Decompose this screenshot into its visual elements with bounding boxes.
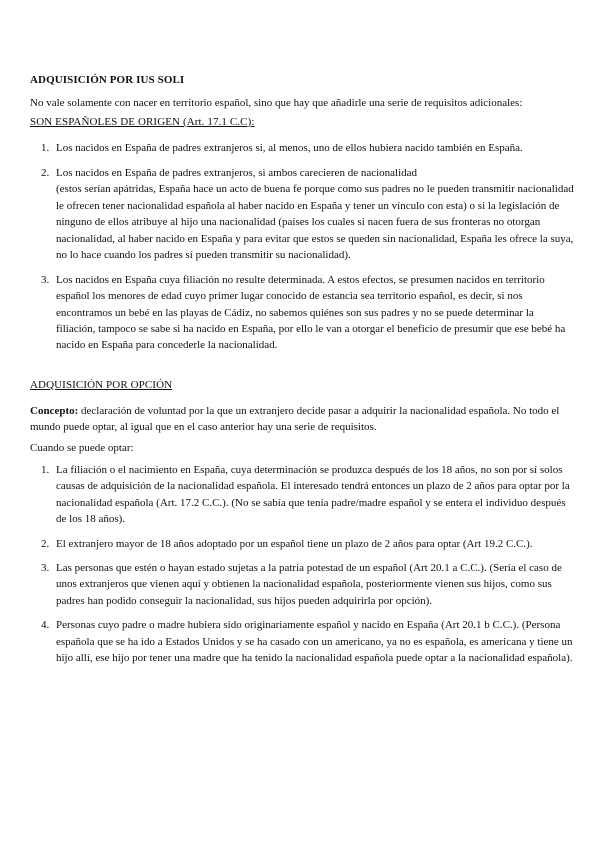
list-number: 2. — [41, 537, 50, 550]
origen-list — [30, 140, 575, 362]
page-title: ADQUISICIÓN POR IUS SOLI — [30, 74, 185, 86]
list-item — [30, 560, 575, 609]
list-item — [30, 165, 575, 263]
list-item — [30, 462, 575, 528]
list-item-text: Personas cuyo padre o madre hubiera sido originariamente español y nacido en España (Art 20.1 b C.C.). (Persona española que se ha ido a Estados Unidos y se ha casado con un americano, ya no es española, es americana y tiene un hijo allí, ese hijo por tener una madre que ha tenido la nacionalidad española puede optar a la nacionalidad española). — [56, 619, 573, 665]
list-item-text: Los nacidos en España cuya filiación no resulte determinada. A estos efectos, se presumen nacidos en territorio español los menores de edad cuyo primer lugar conocido de estancia sea territorio español, es decir, si nos encontramos un bebé en las playas de Cádiz, no sabemos quiénes son sus padres y no se puede determinar la filiación, tampoco se sabe si ha nacido en España, por ello le van a otorgar el beneficio de presumir que ese bebé ha nacido en España para concederle la nacionalidad. — [56, 273, 566, 352]
concept-text: declaración de voluntad por la que un extranjero decide pasar a adquirir la nacionalidad española. No todo el mundo puede optar, al igual que en el caso anterior hay una serie de requisitos. — [30, 405, 560, 434]
list-item-text: Los nacidos en España de padres extranjeros si, al menos, uno de ellos hubiera nacido también en España. — [56, 142, 523, 154]
list-number: 1. — [41, 464, 50, 476]
opcion-heading: ADQUISICIÓN POR OPCIÓN — [30, 379, 173, 391]
list-item — [30, 272, 575, 354]
intro-paragraph: No vale solamente con nacer en territorio español, sino que hay que añadirle una serie de requisitos adicionales: — [30, 97, 523, 109]
concept-label: Concepto: — [30, 405, 79, 417]
list-number: 2. — [41, 166, 50, 179]
list-item-detail: (estos serían apátridas, España hace un acto de buena fe porque como sus padres no le pueden transmitir nacionalidad le ofrecen tener nacionalidad española al haber nacido en España y tener un vínculo con esta) o si la legislación de ninguno de ellos atribuye al hijo una nacionalidad (países los cuales si nacen fuera de sus fronteras no otorgan nacionalidad, al haber nacido en España y para evitar que estos se queden sin nacionalidad, España les ofrece la suya, no lo hace cuando los padres sí pueden transmitir su nacionalidad). — [56, 183, 574, 261]
when-label: Cuando se puede optar: — [30, 442, 134, 454]
list-number: 4. — [41, 619, 50, 632]
list-item — [30, 536, 575, 552]
list-number: 1. — [41, 142, 50, 154]
list-number: 3. — [41, 562, 50, 575]
origen-heading: SON ESPAÑOLES DE ORIGEN (Art. 17.1 C.C): — [30, 116, 255, 128]
list-item-text: La filiación o el nacimiento en España, cuya determinación se produzca después de los 18 años, no son por sí solos causas de adquisición de la nacionalidad española. El interesado tendrá entonces un plazo de 2 años para optar por la nacionalidad española (Art. 17.2 C.C.). (No se sabía que tenía padre/madre español y se entera el individuo después de los 18 años). — [56, 464, 570, 526]
list-item-text: Los nacidos en España de padres extranjeros, si ambos carecieren de nacionalidad — [56, 166, 418, 179]
opcion-list — [30, 462, 575, 674]
list-item-text: El extranjero mayor de 18 años adoptado por un español tiene un plazo de 2 años para optar (Art 19.2 C.C.). — [56, 537, 533, 550]
list-item — [30, 617, 575, 666]
list-number: 3. — [41, 273, 50, 286]
list-item — [30, 140, 575, 156]
list-item-text: Las personas que estén o hayan estado sujetas a la patria potestad de un español (Art 20.1 a C.C.). (Sería el caso de unos extranjeros que vienen aquí y obtienen la nacionalidad española, posteriormente vienen sus hijos, como sus padres han podido conseguir la nacionalidad, sus hijos pueden adquirirla por opción). — [56, 562, 562, 607]
concept-paragraph — [30, 403, 575, 436]
